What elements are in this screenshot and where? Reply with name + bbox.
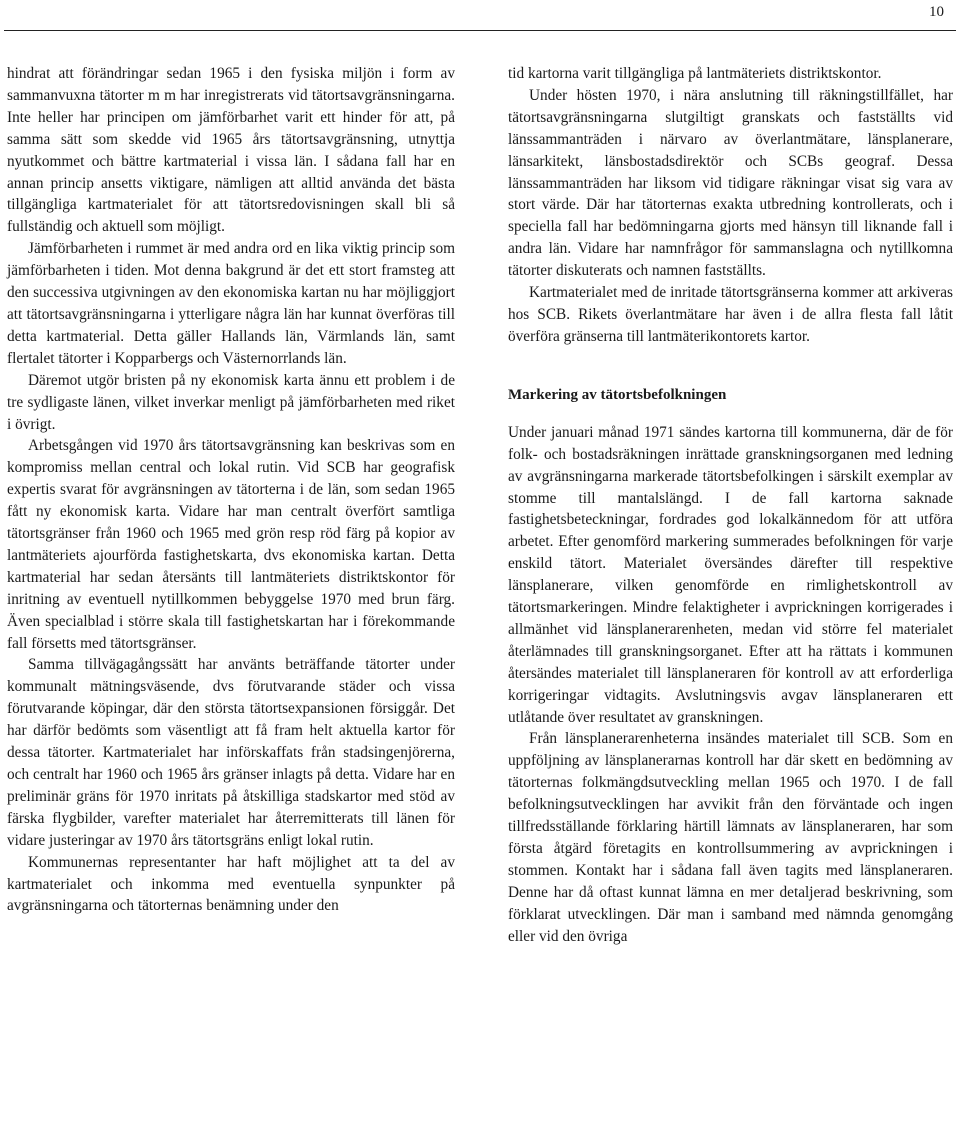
right-column [508, 63, 953, 948]
section-heading: Markering av tätortsbefolkningen [508, 386, 727, 403]
paragraph: Däremot utgör bristen på ny ekonomisk karta ännu ett problem i de tre sydligaste länen, vilket inverkar menligt på jämförbarheten med riket i övrigt. [7, 371, 455, 433]
left-column [7, 63, 455, 917]
paragraph: Samma tillvägagångssätt har använts beträffande tätorter under kommunalt mätningsväsende, dvs förutvarande städer och vissa förutvarande köpingar, där den största tätortsexpansionen försiggår. Det har därför bedömts som väsentligt att få fram helt aktuella kartor för dessa tätorter. Kartmaterialet har införskaffats från stadsingenjörerna, och centralt har 1960 och 1965 års gränser inlagts på detta. Vidare har en preliminär gräns för 1970 inritats på åtskilliga stadskartor med stöd av färska flygbilder, varefter materialet har återremitterats till länen för vidare justeringar av 1970 års tätortsgräns enligt lokal rutin. [7, 656, 455, 849]
paragraph: Kommunernas representanter har haft möjlighet att ta del av kartmaterialet och inkomma med eventuella synpunkter på avgränsningarna och tätorternas benämning under den [7, 853, 455, 915]
paragraph: Kartmaterialet med de inritade tätortsgränserna kommer att arkiveras hos SCB. Rikets överlantmätare har även i de allra flesta fall låtit överföra gränserna till lantmäterikontorets kartor. [508, 284, 953, 345]
paragraph: Från länsplanerarenheterna insändes materialet till SCB. Som en uppföljning av länsplanerarnas kontroll har där skett en bedömning av tätorternas folkmängdsutveckling mellan 1965 och 1970. I de fall befolkningsutvecklingen har avvikit från den förväntade och ingen tillfredsställande förklaring härtill lämnats av länsplaneraren, har som första åtgärd företagits en kontrollsummering av avprickningen i stommen. Kontakt har i sådana fall även tagits med länsplaneraren. Denne har då oftast kunnat lämna en mer detaljerad beskrivning, som förklarat utvecklingen. Där man i samband med nämnda genomgång eller vid den övriga [508, 730, 953, 945]
paragraph: hindrat att förändringar sedan 1965 i den fysiska miljön i form av sammanvuxna tätorter m m har inregistrerats vid tätortsavgränsningarna. Inte heller har principen om jämförbarhet varit ett hinder för att, på samma sätt som skedde vid 1965 års tätortsavgränsning, utnyttja nyutkommet och bättre kartmaterial i vissa län. I sådana fall har en annan princip ansetts viktigare, nämligen att alltid använda det bästa tillgängliga kartmaterialet för att tätortsredovisningen skall bli så fullständig och aktuell som möjligt. [7, 65, 455, 236]
page-number: 10 [929, 4, 944, 20]
paragraph: Jämförbarheten i rummet är med andra ord en lika viktig princip som jämförbarheten i tiden. Mot denna bakgrund är det ett stort framsteg att den successiva utgivningen av den ekonomiska kartan nu har möjliggjort att tätortsavgränsningarna i ytterligare några län har kunnat överföras till detta kartmaterial. Detta gäller Hallands län, Värmlands län, samt flertalet tätorter i Kopparbergs och Västernorrlands län. [7, 240, 455, 367]
paragraph: tid kartorna varit tillgängliga på lantmäteriets distriktskontor. [508, 65, 882, 82]
paragraph: Under hösten 1970, i nära anslutning till räkningstillfället, har tätortsavgränsningarna slutgiltigt granskats och fastställts vid länssammanträden i närvaro av överlantmätare, länsplanerare, länsarkitekt, länsbostadsdirektör och SCBs geograf. Dessa länssammanträden har liksom vid tidigare räkningar visat sig vara av stort värde. Där har tätorternas exakta utbredning kontrollerats, och i speciella fall har bedömningarna gjorts med hänsyn till liknande fall i andra län. Vidare har namnfrågor för sammanslagna och nytillkomna tätorter diskuterats och namnen fastställts. [508, 86, 953, 280]
paragraph: Under januari månad 1971 sändes kartorna till kommunerna, där de för folk- och bostadsräkningen inrättade granskningsorganen med ledning av avgränsningarna markerade tätortsbefolkingen i särskilt exemplar av stomme till mantalslängd. I de fall kartorna saknade fastighetsbeteckningar, fordrades god lokalkännedom för att utföra arbetet. Efter genomförd markering summerades befolkningen för varje enskild tätort. Materialet översändes därefter till respektive länsplanerare, vilken genomförde en rimlighetskontroll av tätortsmarkeringen. Mindre felaktigheter i avprickningen korrigerades i allmänhet vid länsplanerarenheten, medan vid större fel materialet återlämnades till granskningsorganet. Efter att ha rättats i kommunen återsändes materialet till länsplaneraren för kontroll av att erforderliga korrigeringar vidtagits. Avslutningsvis avgav länsplaneraren ett utlåtande över resultatet av granskningen. [508, 423, 953, 726]
paragraph: Arbetsgången vid 1970 års tätortsavgränsning kan beskrivas som en kompromiss mellan central och lokal rutin. Vid SCB har geografisk expertis svarat för avgränsningen av tätorterna i de län, som sedan 1965 fått ny ekonomisk karta. Vidare har man centralt överfört samtliga tätortsgränser från 1960 och 1965 med grön resp röd färg på kopior av lantmäteriets ajourförda fastighetskarta, dvs ekonomiska kartan. Detta kartmaterial har sedan återsänts till lantmäteriets distriktskontor för inritning av eventuell nytillkommen bebyggelse 1970 med brun färg. Även specialblad i större skala till fastighetskartan har i förekommande fall försetts med tätortsgränser. [7, 437, 455, 652]
header-rule [4, 30, 956, 31]
